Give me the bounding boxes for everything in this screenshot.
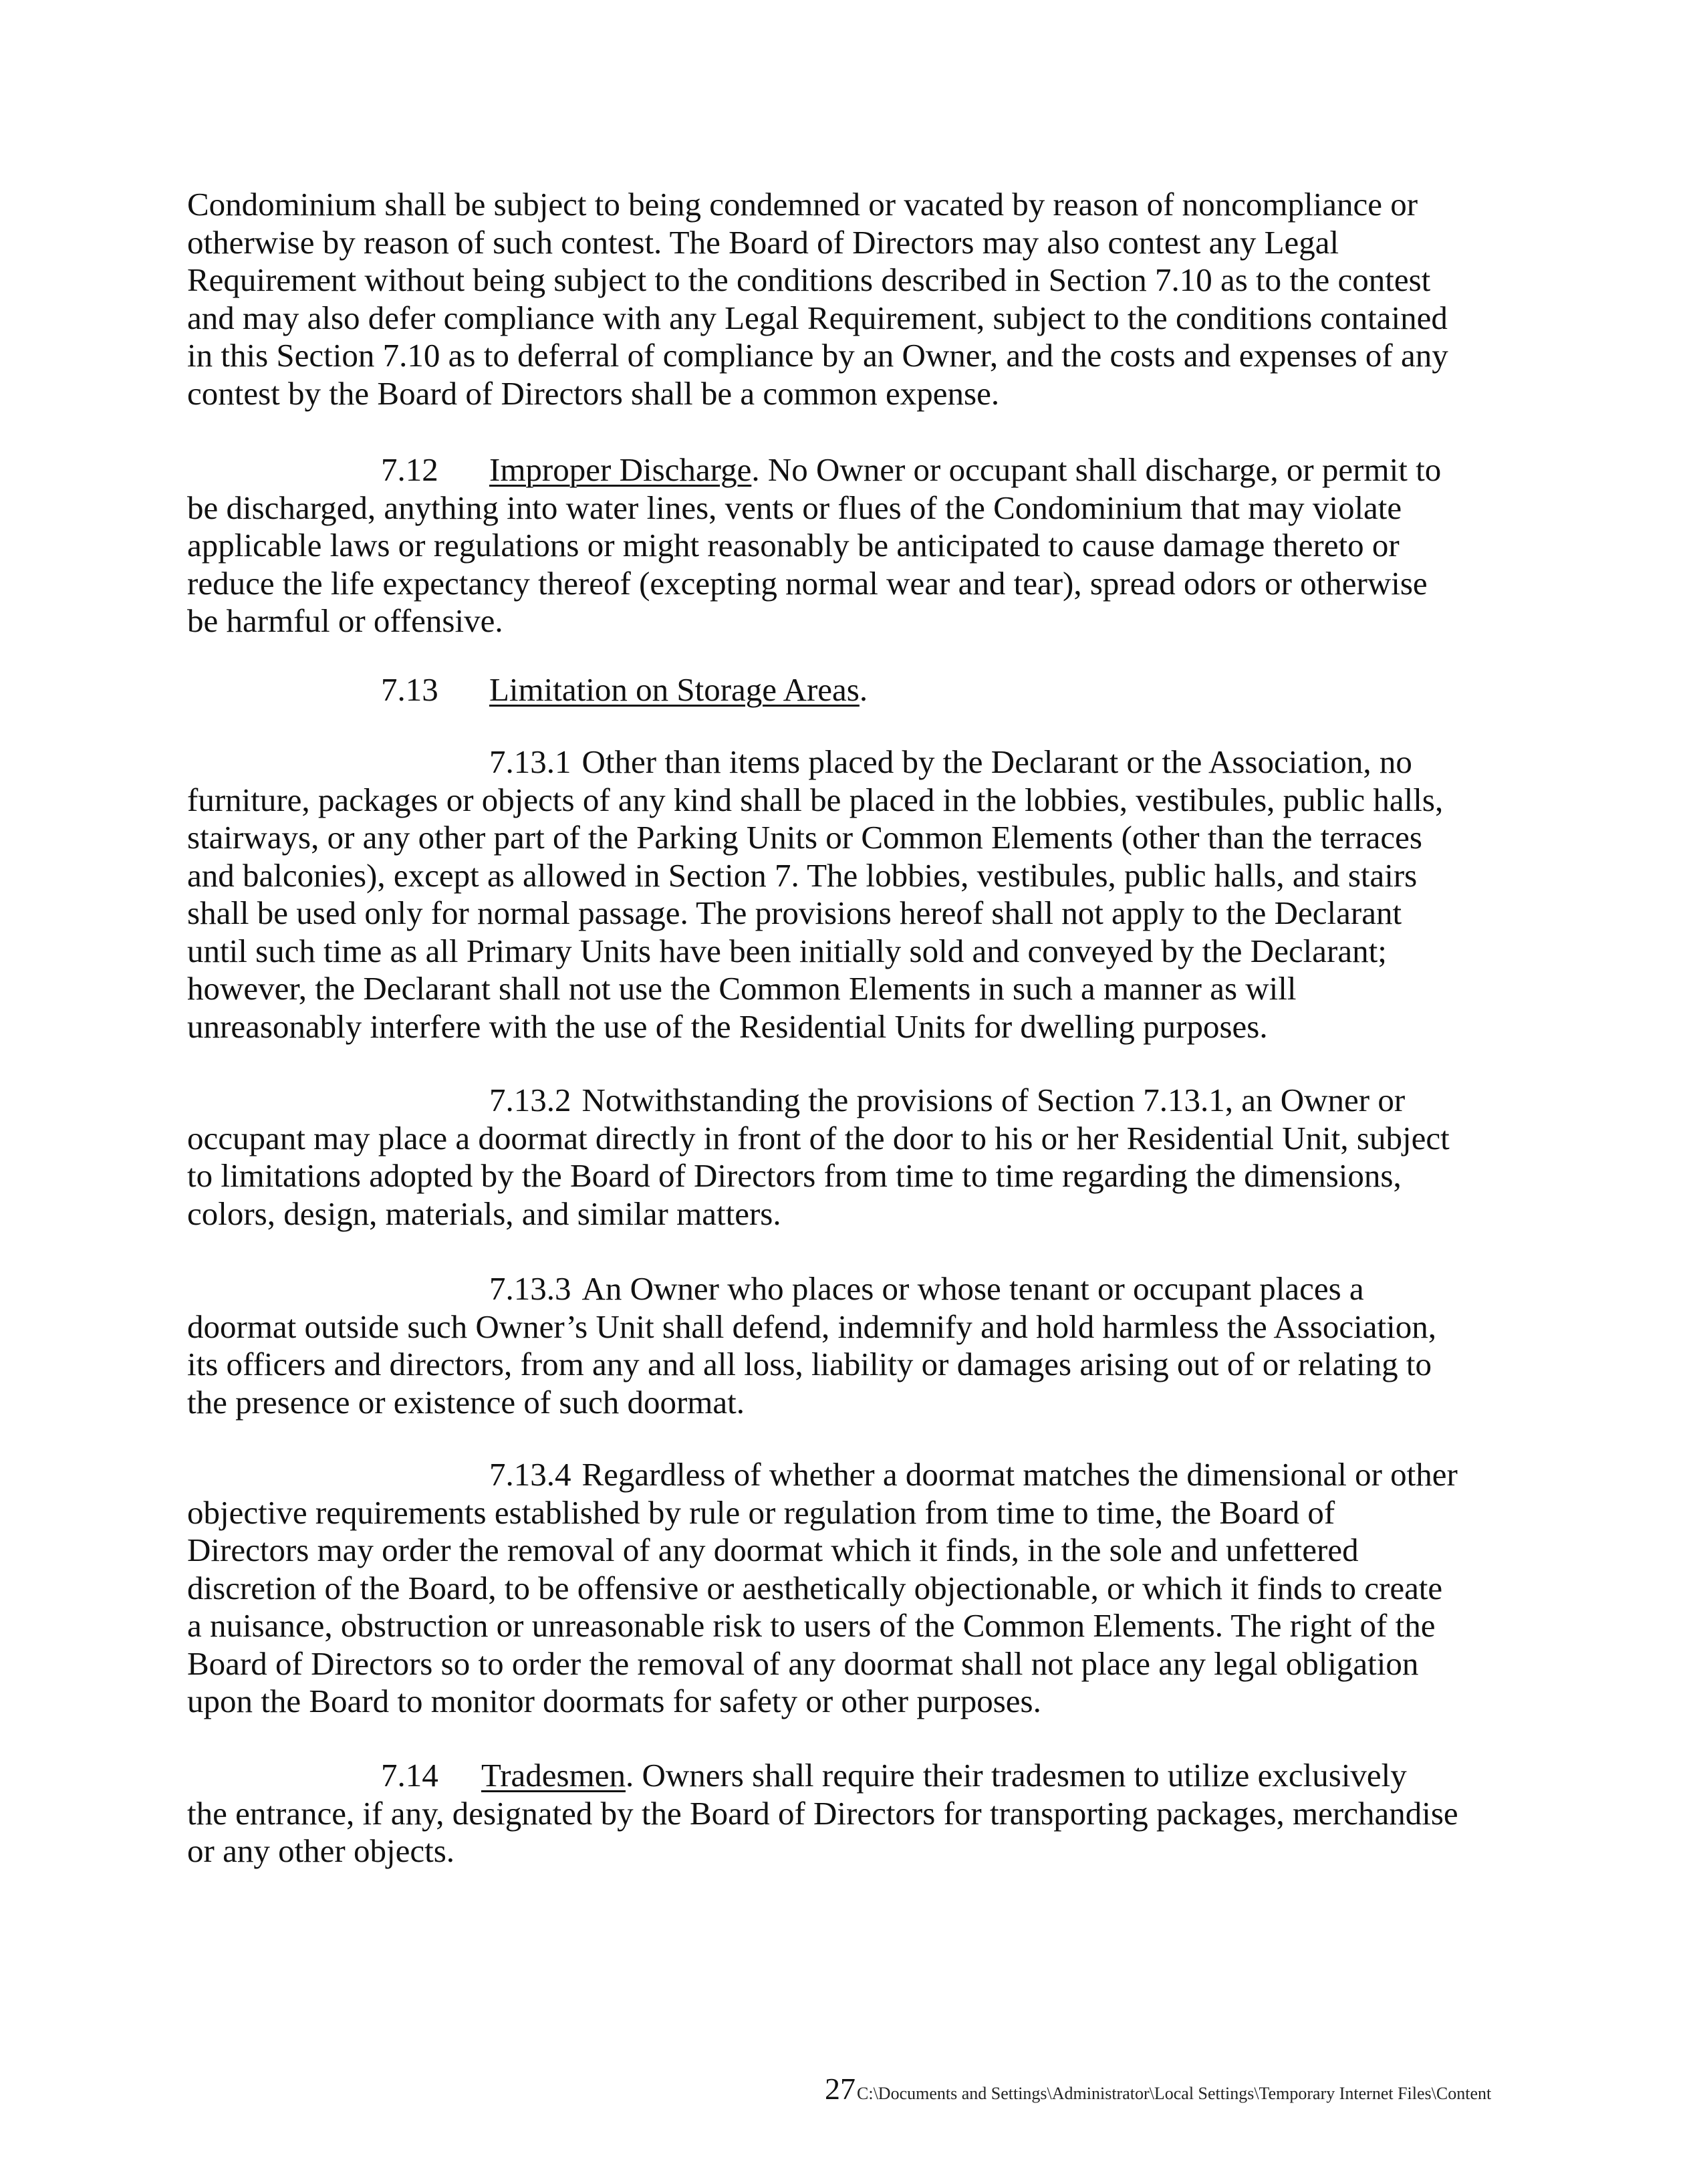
heading-period: . (859, 671, 868, 708)
text-line: Requirement without being subject to the conditions described in Section 7.10 as to the contest (187, 261, 1431, 298)
section-heading: Improper Discharge (489, 451, 752, 488)
subsection-first-line (187, 1082, 1497, 1120)
section-7-13-3 (187, 1270, 1497, 1421)
section-7-13 (187, 671, 1497, 709)
subsection-first-line (187, 743, 1497, 781)
section-number: 7.13 (381, 671, 438, 708)
text-line: and balconies), except as allowed in Section 7. The lobbies, vestibules, public halls, and stairs (187, 856, 1418, 894)
text-line: objective requirements established by rule or regulation from time to time, the Board of (187, 1493, 1335, 1531)
section-7-13-4 (187, 1456, 1497, 1721)
subsection-number: 7.13.2 (489, 1082, 571, 1118)
text-line: Other than items placed by the Declarant or the Association, no (581, 743, 1412, 780)
page-number: 27 (825, 2072, 856, 2106)
text-line: An Owner who places or whose tenant or occupant places a (581, 1270, 1364, 1307)
text-line: the entrance, if any, designated by the Board of Directors for transporting packages, merchandise (187, 1794, 1458, 1832)
subsection-number: 7.13.4 (489, 1456, 571, 1493)
text-line: occupant may place a doormat directly in front of the door to his or her Residential Unit, subject (187, 1119, 1450, 1157)
text-line: otherwise by reason of such contest. The Board of Directors may also contest any Legal (187, 223, 1339, 261)
section-heading-line (187, 1757, 1497, 1795)
text-line: however, the Declarant shall not use the Common Elements in such a manner as will (187, 970, 1297, 1007)
text-line: the presence or existence of such doormat. (187, 1383, 745, 1421)
text-line: upon the Board to monitor doormats for safety or other purposes. (187, 1683, 1041, 1719)
section-heading-line (187, 451, 1497, 489)
text-line: be discharged, anything into water lines, vents or flues of the Condominium that may violate (187, 489, 1402, 526)
text-line: in this Section 7.10 as to deferral of compliance by an Owner, and the costs and expenses of any (187, 337, 1448, 374)
text-line: shall be used only for normal passage. The provisions hereof shall not apply to the Declarant (187, 894, 1402, 931)
text-line: Directors may order the removal of any doormat which it finds, in the sole and unfettered (187, 1532, 1359, 1568)
text-line: stairways, or any other part of the Parking Units or Common Elements (other than the terraces (187, 819, 1422, 856)
text-line: or any other objects. (187, 1832, 455, 1869)
text-line: Board of Directors so to order the removal of any doormat shall not place any legal obligation (187, 1645, 1419, 1682)
text-line: Condominium shall be subject to being condemned or vacated by reason of noncompliance or (187, 186, 1418, 223)
section-heading: Tradesmen (481, 1757, 626, 1794)
text-line: unreasonably interfere with the use of the Residential Units for dwelling purposes. (187, 1007, 1268, 1045)
text-line: colors, design, materials, and similar matters. (187, 1195, 781, 1232)
paragraph-continuation (187, 186, 1497, 412)
text-line: be harmful or offensive. (187, 602, 503, 639)
text-line: Regardless of whether a doormat matches the dimensional or other (581, 1456, 1458, 1493)
subsection-first-line (187, 1270, 1497, 1308)
text-line: a nuisance, obstruction or unreasonable risk to users of the Common Elements. The right of the (187, 1607, 1436, 1644)
text-line: until such time as all Primary Units have been initially sold and conveyed by the Declarant; (187, 932, 1387, 969)
section-7-14 (187, 1757, 1497, 1870)
text-line: its officers and directors, from any and all loss, liability or damages arising out of or relating to (187, 1346, 1432, 1382)
text-line: to limitations adopted by the Board of Directors from time to time regarding the dimensions, (187, 1157, 1402, 1194)
file-path: C:\Documents and Settings\Administrator\Local Settings\Temporary Internet Files\Content (857, 2084, 1492, 2103)
text-line: discretion of the Board, to be offensive or aesthetically objectionable, or which it finds to create (187, 1569, 1443, 1606)
text-line: furniture, packages or objects of any kind shall be placed in the lobbies, vestibules, public halls, (187, 781, 1444, 818)
text-line: Notwithstanding the provisions of Section 7.13.1, an Owner or (581, 1082, 1406, 1118)
section-heading: Limitation on Storage Areas (489, 671, 860, 708)
page-footer (825, 2071, 1694, 2111)
text-line: and may also defer compliance with any Legal Requirement, subject to the conditions contained (187, 299, 1448, 336)
text-line: . Owners shall require their tradesmen to utilize exclusively (625, 1757, 1407, 1794)
subsection-number: 7.13.1 (489, 743, 571, 780)
section-number: 7.14 (381, 1757, 438, 1794)
section-7-13-2 (187, 1082, 1497, 1233)
subsection-first-line (187, 1456, 1497, 1494)
section-number: 7.12 (381, 451, 438, 488)
text-line: applicable laws or regulations or might reasonably be anticipated to cause damage thereto or (187, 527, 1400, 564)
section-7-12 (187, 451, 1497, 640)
text-line: reduce the life expectancy thereof (excepting normal wear and tear), spread odors or otherwise (187, 564, 1428, 602)
section-heading-line (187, 671, 1497, 709)
subsection-number: 7.13.3 (489, 1270, 571, 1307)
section-7-13-1 (187, 743, 1497, 1046)
text-line: doormat outside such Owner’s Unit shall defend, indemnify and hold harmless the Association, (187, 1308, 1436, 1345)
text-line: . No Owner or occupant shall discharge, or permit to (751, 451, 1442, 488)
text-line: contest by the Board of Directors shall be a common expense. (187, 374, 1000, 412)
